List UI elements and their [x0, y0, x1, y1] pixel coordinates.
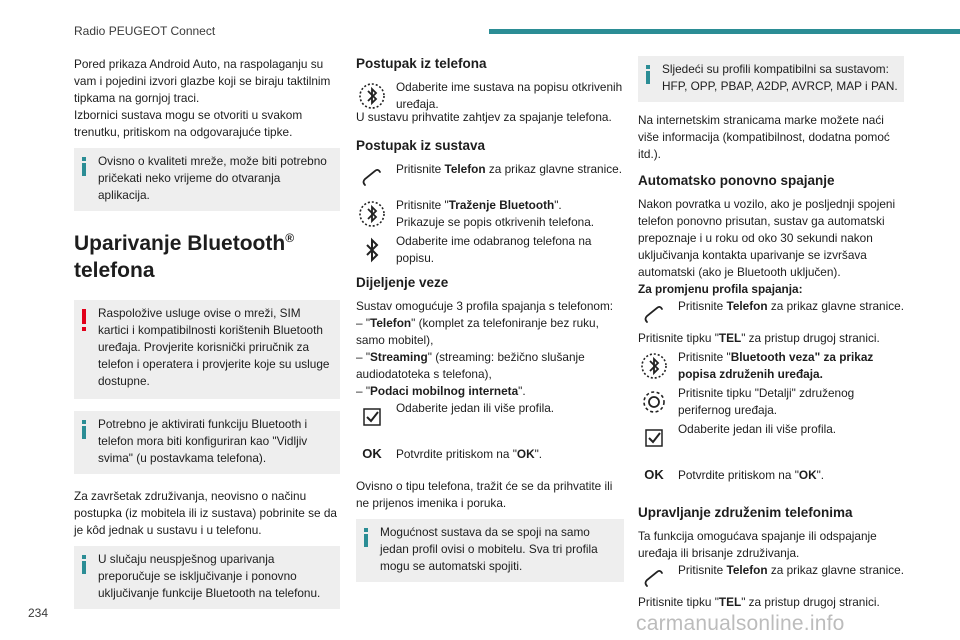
step-text: Pritisnite Telefon za prikaz glavne stranice. — [678, 299, 904, 313]
step — [356, 197, 624, 231]
watermark: carmanualsonline.info — [636, 612, 845, 635]
page-number: 234 — [28, 606, 49, 620]
step — [638, 298, 904, 332]
paragraph: Ta funkcija omogućava spajanje ili odspajanje uređaja ili brisanje združivanja. — [638, 529, 877, 560]
note-text: U slučaju neuspješnog uparivanja preporučuje se isključivanje i ponovno uključivanje funkcije Bluetooth na telefonu. — [98, 552, 321, 600]
step-text: Pritisnite "Traženje Bluetooth". Prikazuje se popis otkrivenih telefona. — [396, 198, 595, 229]
step — [356, 79, 624, 113]
heading-text-2: telefona — [74, 259, 155, 282]
step — [638, 457, 904, 491]
info-note — [356, 519, 624, 582]
step — [638, 385, 904, 419]
step-text: Odaberite jedan ili više profila. — [396, 401, 555, 415]
step-text: Odaberite ime sustava na popisu otkrivenih uređaja. — [396, 80, 623, 111]
info-icon — [82, 555, 86, 559]
step-text: Potvrdite pritiskom na "OK". — [678, 468, 825, 482]
step-text: Pritisnite Telefon za prikaz glavne stranice. — [678, 563, 904, 577]
info-note — [74, 148, 340, 211]
paragraph: Sustav omogućuje 3 profila spajanja s telefonom: — [356, 299, 614, 313]
ok-button-icon: OK — [644, 466, 664, 482]
info-note — [74, 411, 340, 474]
note-text: Mogućnost sustava da se spoji na samo jedan profil ovisi o mobitelu. Sva tri profila mogu se automatski spojiti. — [380, 525, 598, 573]
note-text: Potrebno je aktivirati funkciju Bluetooth i telefon mora biti konfiguriran kao "Vidljiv svima" (u postavkama telefona). — [98, 417, 308, 465]
info-icon — [82, 420, 86, 424]
note-text: Sljedeći su profili kompatibilni sa sustavom: HFP, OPP, PBAP, A2DP, AVRCP, MAP i PAN. — [662, 62, 898, 93]
note-text: Raspoložive usluge ovise o mreži, SIM kartici i kompatibilnosti korištenih Bluetooth uređaja. Provjerite korisnički priručnik za telefon i operatera i provjerite koje su usluge dostupne. — [98, 306, 330, 388]
column-3 — [638, 56, 904, 618]
list-item: – "Podaci mobilnog interneta". — [356, 384, 526, 398]
paragraph: Ovisno o tipu telefona, tražit će se da prihvatite ili ne prijenos imenika i poruka. — [356, 479, 613, 510]
step — [356, 400, 624, 434]
registered-mark: ® — [285, 231, 295, 245]
paragraph: Na internetskim stranicama marke možete naći više informacija (kompatibilnost, dodatna pomoć itd.). — [638, 113, 890, 161]
step — [356, 161, 624, 195]
bluetooth-search-icon — [638, 351, 670, 381]
step-text: Pritisnite Telefon za prikaz glavne stranice. — [396, 162, 622, 176]
paragraph-bold: Za promjenu profila spajanja: — [638, 282, 803, 296]
step-text: Potvrdite pritiskom na "OK". — [396, 447, 543, 461]
bluetooth-icon — [356, 235, 388, 265]
column-2 — [356, 56, 624, 592]
info-note — [638, 56, 904, 102]
warning-note — [74, 300, 340, 399]
list-item: – "Telefon" (komplet za telefoniranje bez ruku, samo mobitel), — [356, 316, 599, 347]
step — [638, 349, 904, 383]
step-text: Odaberite jedan ili više profila. — [678, 422, 837, 436]
bluetooth-search-icon — [356, 199, 388, 229]
step-text: Pritisnite tipku "Detalji" združenog perifernog uređaja. — [678, 386, 855, 417]
gear-icon — [638, 387, 670, 417]
step — [638, 562, 904, 596]
info-note — [74, 546, 340, 609]
info-icon — [646, 65, 650, 69]
checkbox-icon — [356, 402, 388, 432]
paragraph: U sustavu prihvatite zahtjev za spajanje telefona. — [356, 110, 612, 124]
heading-text: Uparivanje Bluetooth — [74, 232, 286, 255]
note-text: Ovisno o kvaliteti mreže, može biti potrebno pričekati neko vrijeme do otvaranja aplikacija. — [98, 154, 327, 202]
info-icon — [82, 157, 86, 161]
intro-paragraph: Pored prikaza Android Auto, na raspolaganju su vam i pojedini izvori glazbe koji se biraju taktilnim tipkama na gornjoj traci. — [74, 57, 331, 105]
heading-share: Dijeljenje veze — [356, 275, 449, 290]
step-text: Odaberite ime odabranog telefona na popisu. — [396, 234, 592, 265]
paragraph: Za završetak združivanja, neovisno o načinu postupka (iz mobitela ili iz sustava) pobrinite se da je kôd jednak u sustavu i u telefonu. — [74, 489, 337, 537]
column-1 — [74, 56, 340, 619]
step-text: Pritisnite "Bluetooth veza" za prikaz popisa združenih uređaja. — [678, 350, 874, 381]
header-accent-bar — [489, 29, 960, 34]
intro-paragraph-2: Izbornici sustava mogu se otvoriti u svakom trenutku, pritiskom na odgovarajuće tipke. — [74, 108, 303, 139]
heading-manage-phones: Upravljanje združenim telefonima — [638, 505, 853, 520]
warning-icon — [82, 309, 86, 324]
phone-handset-icon — [638, 564, 670, 594]
step — [356, 233, 624, 267]
paragraph: Pritisnite tipku "TEL" za pristup drugoj stranici. — [638, 331, 880, 345]
running-header: Radio PEUGEOT Connect — [74, 24, 216, 38]
bluetooth-search-icon — [356, 81, 388, 111]
paragraph: Nakon povratka u vozilo, ako je posljednji spojeni telefon ponovno prisutan, sustav ga automatski prepoznaje i u roku od oko 30 sekundi nakon uključivanja kontakta uparivanje se izvršava automatski (ako je Bluetooth uključen). — [638, 197, 896, 279]
list-item: – "Streaming" (streaming: bežično slušanje audiodatoteka s telefona), — [356, 350, 585, 381]
info-icon — [364, 528, 368, 532]
phone-handset-icon — [356, 163, 388, 193]
step — [638, 421, 904, 455]
ok-button-icon: OK — [362, 445, 382, 461]
section-heading — [74, 225, 340, 284]
heading-auto-reconnect: Automatsko ponovno spajanje — [638, 173, 835, 188]
paragraph: Pritisnite tipku "TEL" za pristup drugoj stranici. — [638, 595, 880, 609]
heading-system-procedure: Postupak iz sustava — [356, 138, 486, 153]
phone-handset-icon — [638, 300, 670, 330]
checkbox-icon — [638, 423, 670, 453]
heading-phone-procedure: Postupak iz telefona — [356, 56, 487, 71]
step — [356, 436, 624, 470]
